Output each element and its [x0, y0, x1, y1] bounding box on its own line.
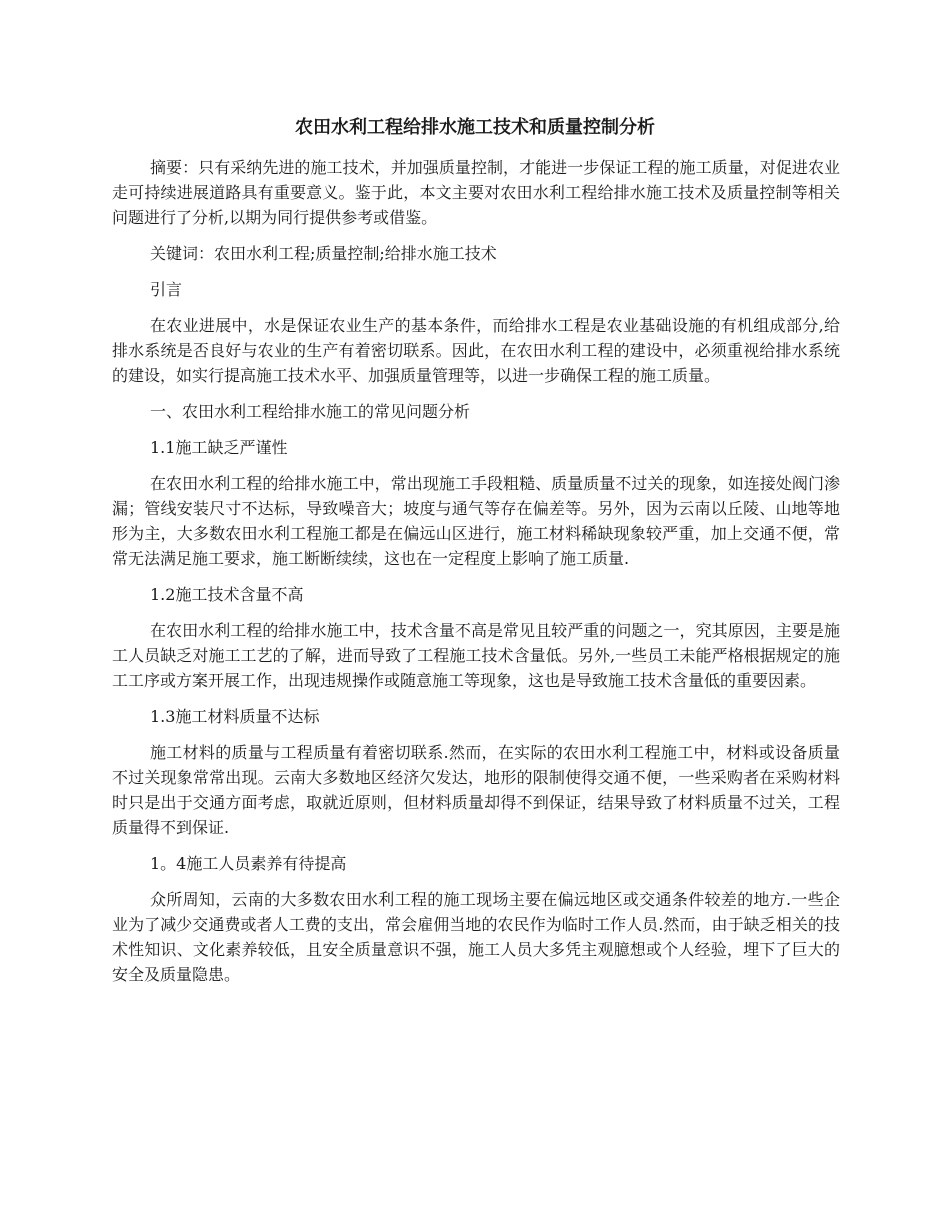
document-title: 农田水利工程给排水施工技术和质量控制分析 — [295, 117, 655, 138]
subsection-1-3-paragraph: 施工材料的质量与工程质量有着密切联系.然而，在实际的农田水利工程施工中，材料或设备质量不过关现象常常出现。云南大多数地区经济欠发达，地形的限制使得交通不便，一些采购者在采购材料时只是出于交通方面考虑，取就近原则，但材料质量却得不到保证，结果导致了材料质量不过关，工程质量得不到保证. — [112, 743, 840, 837]
subsection-1-4-paragraph: 众所周知，云南的大多数农田水利工程的施工现场主要在偏远地区或交通条件较差的地方.一些企业为了减少交通费或者人工费的支出，常会雇佣当地的农民作为临时工作人员.然而，由于缺乏相关的技术性知识、文化素养较低，且安全质量意识不强，施工人员大多凭主观臆想或个人经验，埋下了巨大的安全及质量隐患。 — [112, 890, 840, 984]
intro-paragraph: 在农业进展中，水是保证农业生产的基本条件，而给排水工程是农业基础设施的有机组成部分,给排水系统是否良好与农业的生产有着密切联系。因此，在农田水利工程的建设中，必须重视给排水系统的建设，如实行提高施工技术水平、加强质量管理等，以进一步确保工程的施工质量。 — [112, 316, 840, 385]
subsection-1-1-paragraph: 在农田水利工程的给排水施工中，常出现施工手段粗糙、质量质量不过关的现象，如连接处阀门渗漏；管线安装尺寸不达标，导致噪音大；坡度与通气等存在偏差等。另外，因为云南以丘陵、山地等地形为主，大多数农田水利工程施工都是在偏远山区进行，施工材料稀缺现象较严重，加上交通不便，常常无法满足施工要求，施工断断续续，这也在一定程度上影响了施工质量. — [112, 474, 840, 568]
subsection-1-1-heading: 1.1施工缺乏严谨性 — [150, 438, 288, 457]
section-1-heading: 一、农田水利工程给排水施工的常见问题分析 — [150, 402, 471, 421]
subsection-1-3-heading: 1.3施工材料质量不达标 — [150, 707, 320, 726]
document-body — [112, 155, 840, 998]
intro-heading: 引言 — [150, 280, 183, 299]
subsection-1-2-heading: 1.2施工技术含量不高 — [150, 585, 304, 604]
subsection-1-2-paragraph: 在农田水利工程的给排水施工中，技术含量不高是常见且较严重的问题之一，究其原因，主要是施工人员缺乏对施工工艺的了解，进而导致了工程施工技术含量低。另外,一些员工未能严格根据规定的施工工序或方案开展工作，出现违规操作或随意施工等现象，这也是导致施工技术含量低的重要因素。 — [112, 621, 840, 690]
keywords-line: 关键词：农田水利工程;质量控制;给排水施工技术 — [150, 244, 497, 263]
abstract-paragraph: 摘要：只有采纳先进的施工技术，并加强质量控制，才能进一步保证工程的施工质量，对促进农业走可持续进展道路具有重要意义。鉴于此，本文主要对农田水利工程给排水施工技术及质量控制等相关问题进行了分析,以期为同行提供参考或借鉴。 — [112, 158, 840, 227]
subsection-1-4-heading: 1。4施工人员素养有待提高 — [150, 854, 347, 873]
